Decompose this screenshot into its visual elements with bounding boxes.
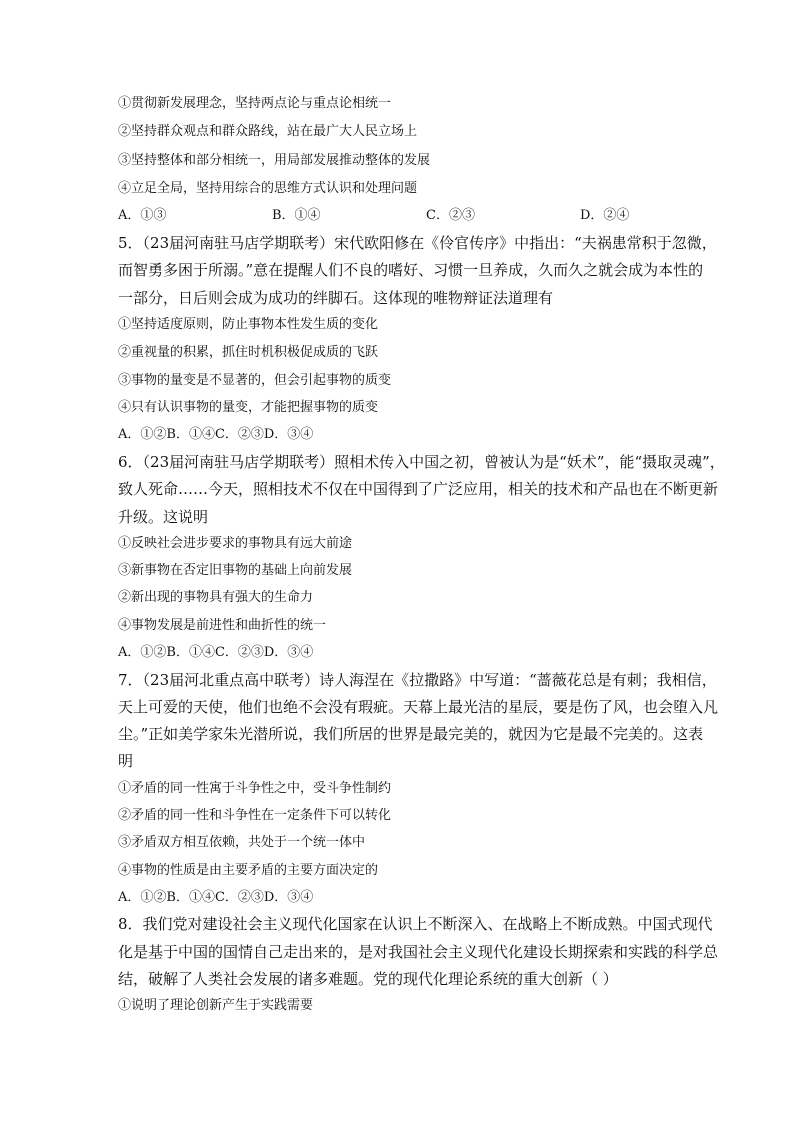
q5-stem-line-3: 一部分，日后则会成为成功的绊脚石。这体现的唯物辩证法道理有 (118, 289, 554, 307)
q5-option-3: ③事物的量变是不显著的，但会引起事物的质变 (118, 373, 392, 388)
q7-stem-line-4: 明 (118, 752, 134, 770)
q7-option-1: ①矛盾的同一性寓于斗争性之中，受斗争性制约 (118, 781, 392, 796)
q4-choice-c: C．②③ (426, 208, 475, 223)
q4-choice-d: D．②④ (580, 208, 630, 223)
q6-stem-line-2: 致人死命……今天，照相技术不仅在中国得到了广泛应用，相关的技术和产品也在不断更新 (118, 480, 719, 498)
q8-stem-line-2: 化是基于中国的国情自己走出来的，是对我国社会主义现代化建设长期探索和实践的科学总 (118, 943, 719, 961)
q8-option-1: ①说明了理论创新产生于实践需要 (118, 998, 314, 1013)
q5-option-4: ④只有认识事物的量变，才能把握事物的质变 (118, 400, 379, 415)
q7-option-2: ②矛盾的同一性和斗争性在一定条件下可以转化 (118, 808, 392, 823)
q6-stem-line-1: 6．（23届河南驻马店学期联考）照相术传入中国之初，曾被认为是“妖术”，能“摄取灵魂”， (118, 453, 725, 471)
q6-answer-choices: A．①②B．①④C．②③D．③④ (118, 645, 314, 660)
q4-choice-a: A．①③ (118, 208, 167, 223)
q7-answer-choices: A．①②B．①④C．②③D．③④ (118, 890, 314, 905)
q6-stem-line-3: 升级。这说明 (118, 508, 209, 526)
q7-stem-line-1: 7．（23届河北重点高中联考）诗人海涅在《拉撒路》中写道：“蔷薇花总是有刺；我相信， (118, 671, 717, 689)
q6-option-1: ①反映社会进步要求的事物具有远大前途 (118, 536, 353, 551)
q7-option-3: ③矛盾双方相互依赖，共处于一个统一体中 (118, 835, 366, 850)
q4-option-2: ②坚持群众观点和群众路线，站在最广大人民立场上 (118, 124, 418, 139)
q8-stem-line-3: 结，破解了人类社会发展的诸多难题。党的现代化理论系统的重大创新（ ） (118, 970, 618, 988)
q7-stem-line-3: 尘。”正如美学家朱光潜所说，我们所居的世界是最完美的，就因为它是最不完美的。这表 (118, 725, 704, 743)
q4-option-4: ④立足全局，坚持用综合的思维方式认识和处理问题 (118, 181, 418, 196)
q5-option-1: ①坚持适度原则，防止事物本性发生质的变化 (118, 317, 379, 332)
q5-stem-line-1: 5．（23届河南驻马店学期联考）宋代欧阳修在《伶官传序》中指出：“夫祸患常积于忽微， (118, 234, 717, 252)
q4-choice-b: B．①④ (272, 208, 321, 223)
q5-stem-line-2: 而智勇多困于所溺。”意在提醒人们不良的嗜好、习惯一旦养成，久而久之就会成为本性的 (118, 261, 704, 279)
q6-option-3: ③新事物在否定旧事物的基础上向前发展 (118, 563, 353, 578)
q5-option-2: ②重视量的积累，抓住时机积极促成质的飞跃 (118, 345, 379, 360)
q7-stem-line-2: 天上可爱的天使，他们也绝不会没有瑕疵。天幕上最光洁的星辰，要是伤了风，也会堕入凡 (118, 698, 719, 716)
q6-option-4: ④事物发展是前进性和曲折性的统一 (118, 618, 327, 633)
q8-stem-line-1: 8．我们党对建设社会主义现代化国家在认识上不断深入、在战略上不断成熟。中国式现代 (118, 915, 713, 933)
q4-option-1: ①贯彻新发展理念，坚持两点论与重点论相统一 (118, 96, 392, 111)
q5-answer-choices: A．①②B．①④C．②③D．③④ (118, 427, 314, 442)
q6-option-2: ②新出现的事物具有强大的生命力 (118, 590, 314, 605)
q7-option-4: ④事物的性质是由主要矛盾的主要方面决定的 (118, 863, 379, 878)
q4-option-3: ③坚持整体和部分相统一，用局部发展推动整体的发展 (118, 153, 431, 168)
